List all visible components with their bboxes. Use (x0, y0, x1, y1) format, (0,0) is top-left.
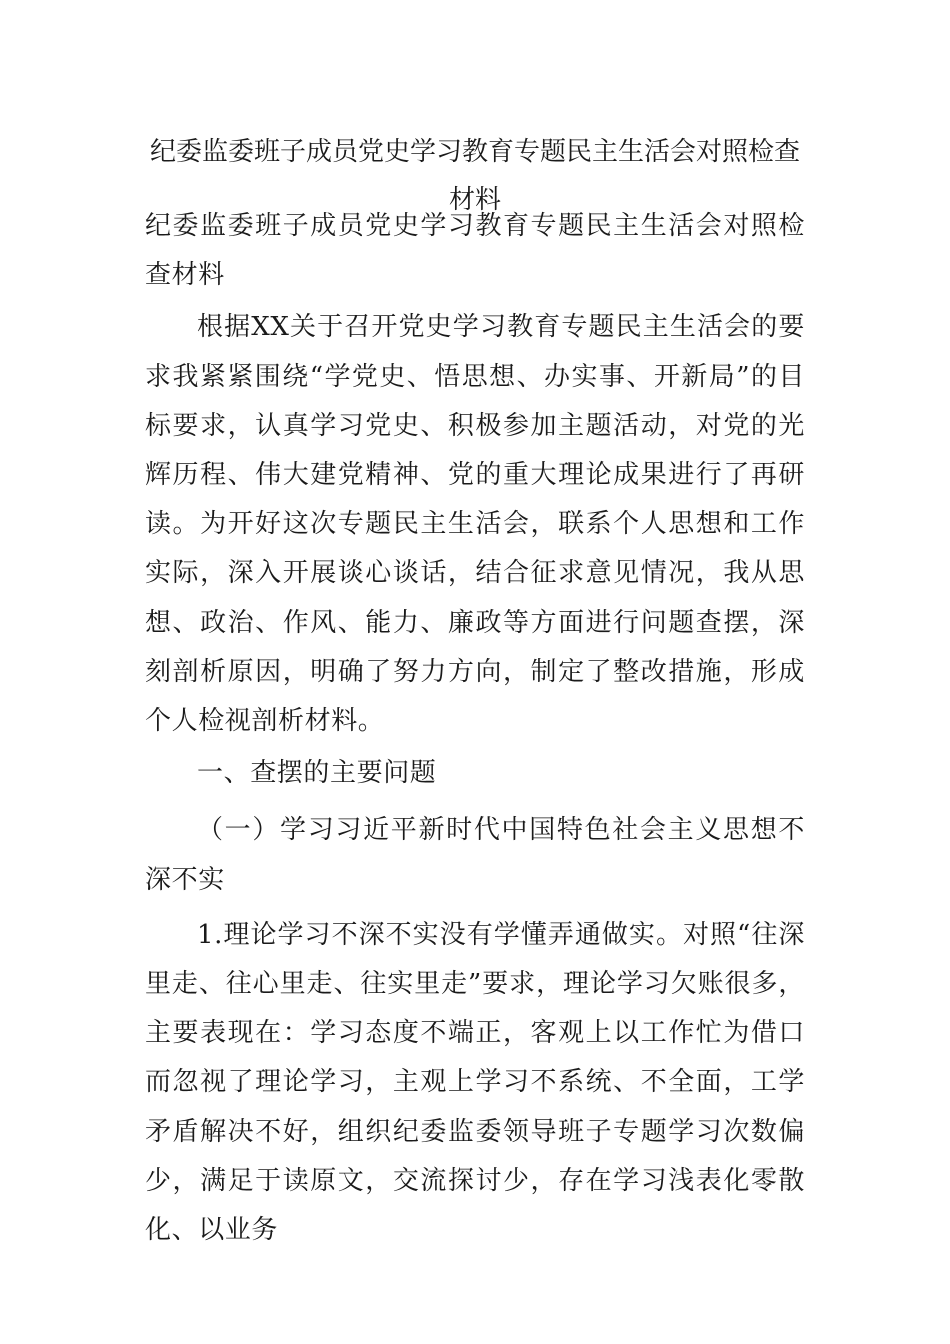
document-body (145, 202, 805, 1255)
subsection-heading: （一）学习习近平新时代中国特色社会主义思想不深不实 (145, 815, 805, 895)
document-title: 纪委监委班子成员党史学习教育专题民主生活会对照检查材料 (149, 137, 800, 215)
item-paragraph: 1.理论学习不深不实没有学懂弄通做实。对照“往深里走、往心里走、往实里走”要求，理论学习欠账很多，主要表现在：学习态度不端正，客观上以工作忙为借口而忽视了理论学习，主观上学习不系统、不全面，工学矛盾解决不好，组织纪委监委领导班子专题学习次数偏少，满足于读原文，交流探讨少，存在学习浅表化零散化、以业务 (145, 919, 805, 1246)
section-heading: 一、查摆的主要问题 (197, 758, 437, 789)
subtitle-paragraph: 纪委监委班子成员党史学习教育专题民主生活会对照检查材料 (145, 211, 805, 291)
intro-paragraph: 根据XX关于召开党史学习教育专题民主生活会的要求我紧紧围绕“学党史、悟思想、办实事、开新局”的目标要求，认真学习党史、积极参加主题活动，对党的光辉历程、伟大建党精神、党的重大理论成果进行了再研读。为开好这次专题民主生活会，联系个人思想和工作实际，深入开展谈心谈话，结合征求意见情况，我从思想、政治、作风、能力、廉政等方面进行问题查摆，深刻剖析原因，明确了努力方向，制定了整改措施，形成个人检视剖析材料。 (145, 312, 805, 737)
